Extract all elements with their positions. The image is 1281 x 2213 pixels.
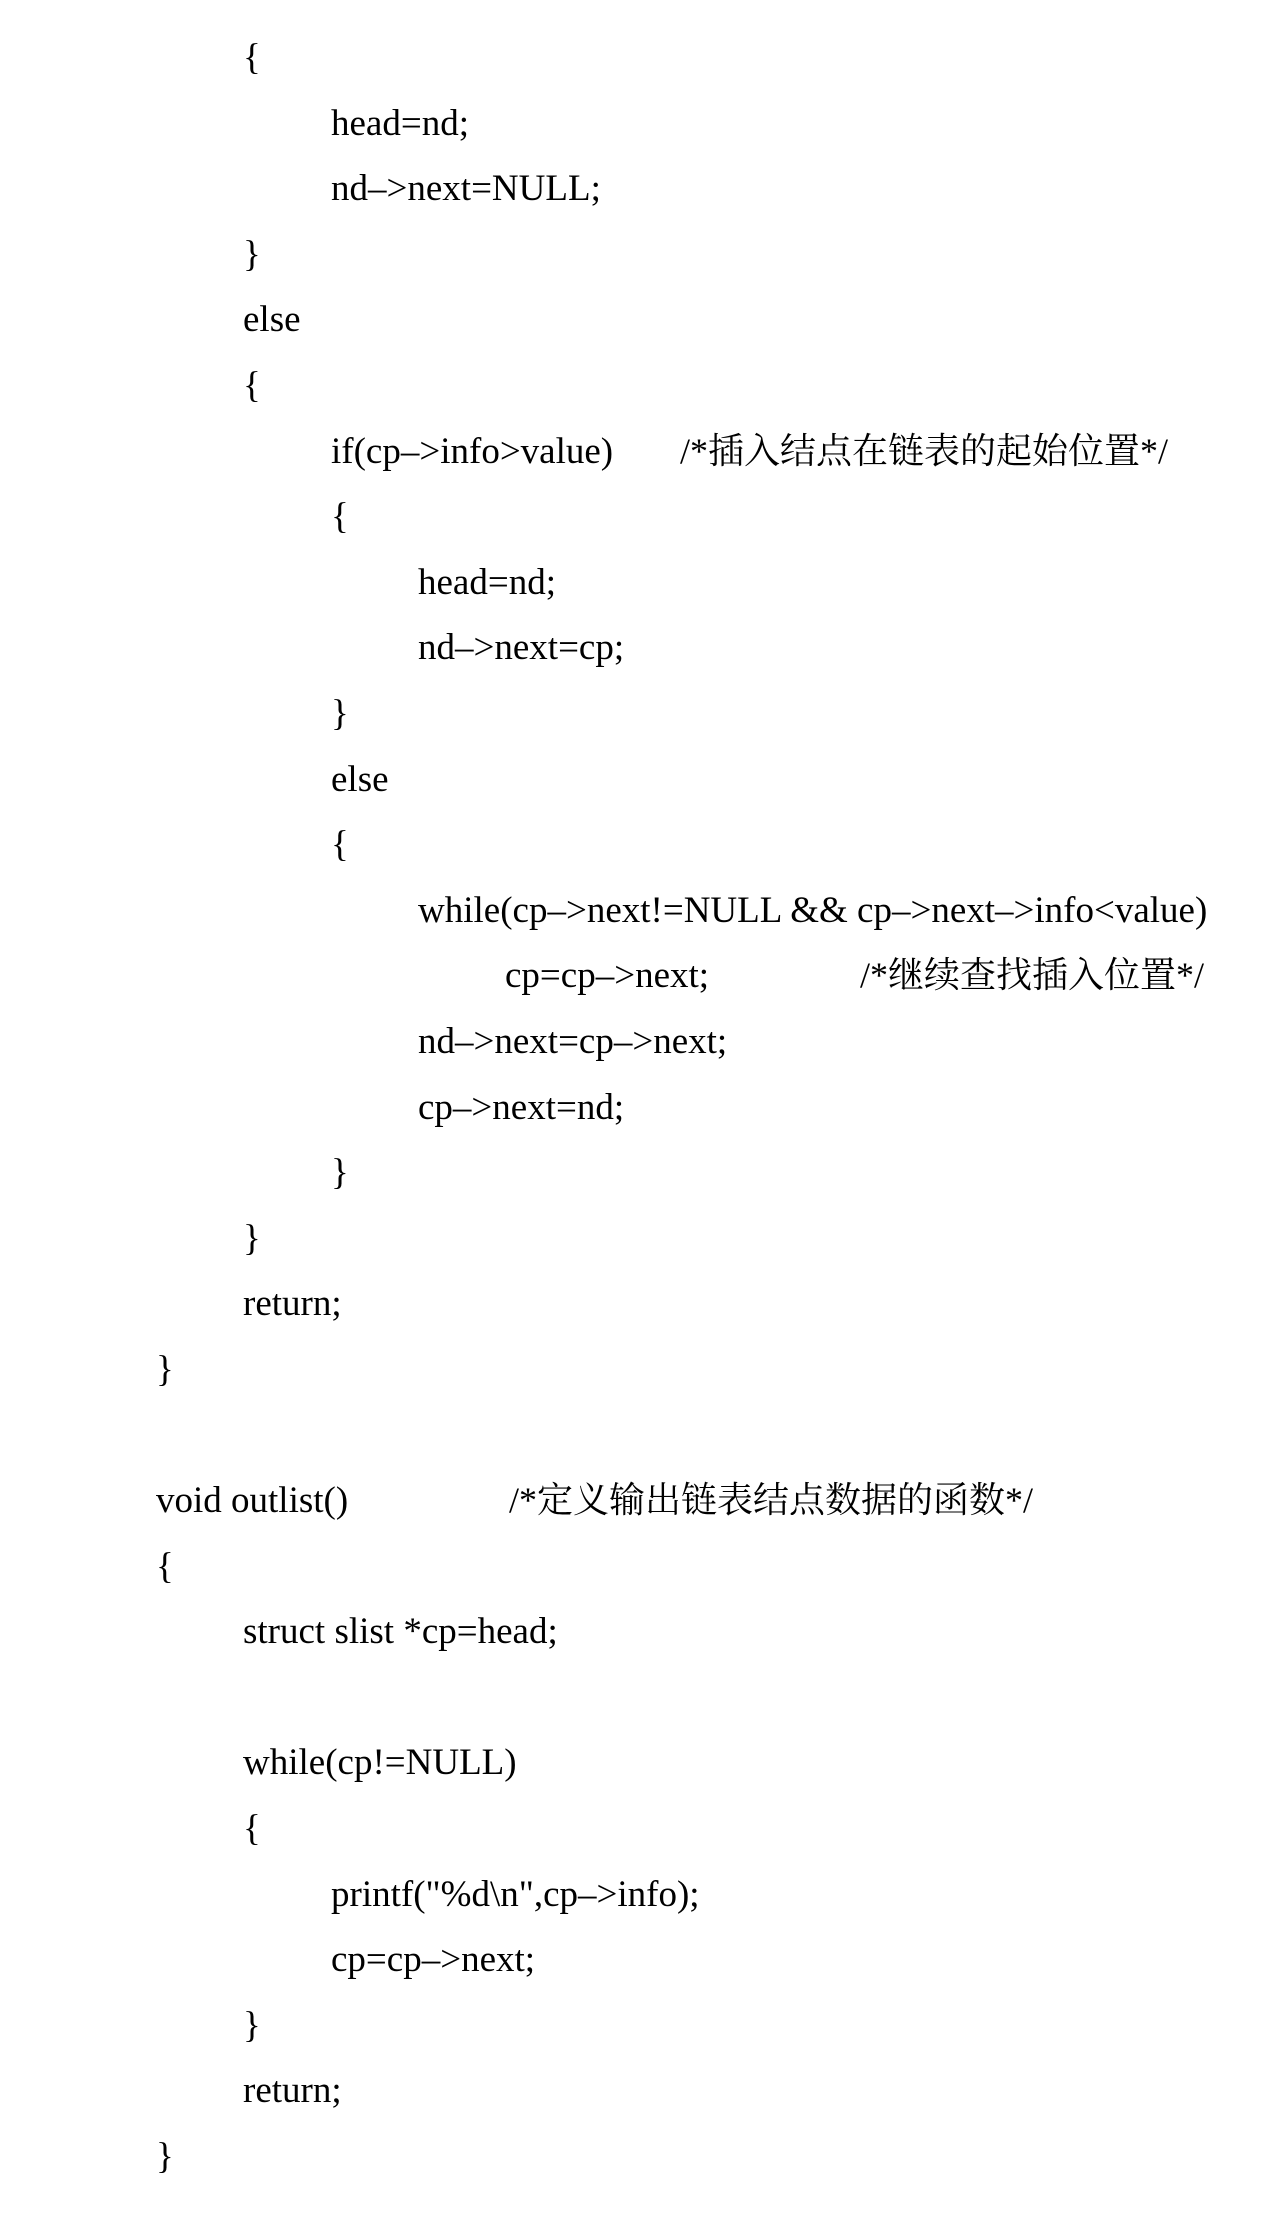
code-text: while(cp!=NULL) [243,1742,517,1784]
code-line [0,1468,1281,1534]
code-text: { [156,1545,174,1587]
code-line [0,287,1281,353]
code-line [0,615,1281,681]
code-line [0,2058,1281,2124]
code-text: head=nd; [418,561,556,603]
code-text: return; [243,2070,342,2112]
code-line [0,419,1281,485]
code-comment: /*继续查找插入位置*/ [860,955,1205,996]
code-text: nd–>next=cp; [418,627,625,669]
code-text: head=nd; [331,102,469,144]
code-comment: /*定义输出链表结点数据的函数*/ [509,1480,1034,1521]
code-text: if(cp–>info>value) [331,430,614,472]
code-line [0,943,1281,1009]
code-text: else [331,758,389,800]
code-line [0,353,1281,419]
code-line [0,1534,1281,1600]
code-line [0,1993,1281,2059]
code-text: return; [243,1283,342,1325]
code-line [0,1140,1281,1206]
code-line [0,1862,1281,1928]
code-line [0,2124,1281,2190]
code-comment: /*插入结点在链表的起始位置*/ [680,430,1169,471]
code-text: } [243,233,261,275]
code-line [0,1796,1281,1862]
code-text: { [243,364,261,406]
code-line [0,550,1281,616]
code-text: } [156,1348,174,1390]
code-listing [0,25,1281,2190]
code-text: } [243,1217,261,1259]
code-line [0,681,1281,747]
code-text: { [243,1808,261,1850]
code-line [0,1730,1281,1796]
code-line [0,878,1281,944]
code-text: } [156,2136,174,2177]
code-line [0,1206,1281,1272]
code-line [0,1271,1281,1337]
code-line [0,484,1281,550]
blank-line [0,1402,1281,1468]
code-line [0,91,1281,157]
code-line [0,1599,1281,1665]
code-text: nd–>next=NULL; [331,168,601,210]
code-line [0,1075,1281,1141]
code-line [0,1337,1281,1403]
code-line [0,812,1281,878]
code-text: else [243,299,301,341]
code-text: struct slist *cp=head; [243,1611,558,1653]
code-line [0,747,1281,813]
blank-line [0,1665,1281,1731]
code-text: } [243,2004,261,2046]
code-text: printf("%d\n",cp–>info); [331,1873,700,1915]
code-text: { [331,824,349,866]
code-text: { [331,496,349,538]
code-text: { [243,37,261,78]
code-text: cp–>next=nd; [418,1086,625,1128]
code-text: while(cp–>next!=NULL && cp–>next–>info<value) [418,889,1208,931]
code-line [0,156,1281,222]
code-text: } [331,1152,349,1194]
code-text: cp=cp–>next; [505,955,710,997]
code-text: void outlist() [156,1480,349,1522]
code-line [0,1927,1281,1993]
code-text: nd–>next=cp–>next; [418,1020,728,1062]
code-line [0,222,1281,288]
code-text: } [331,692,349,734]
code-line [0,1009,1281,1075]
code-text: cp=cp–>next; [331,1939,536,1981]
code-line [0,25,1281,91]
